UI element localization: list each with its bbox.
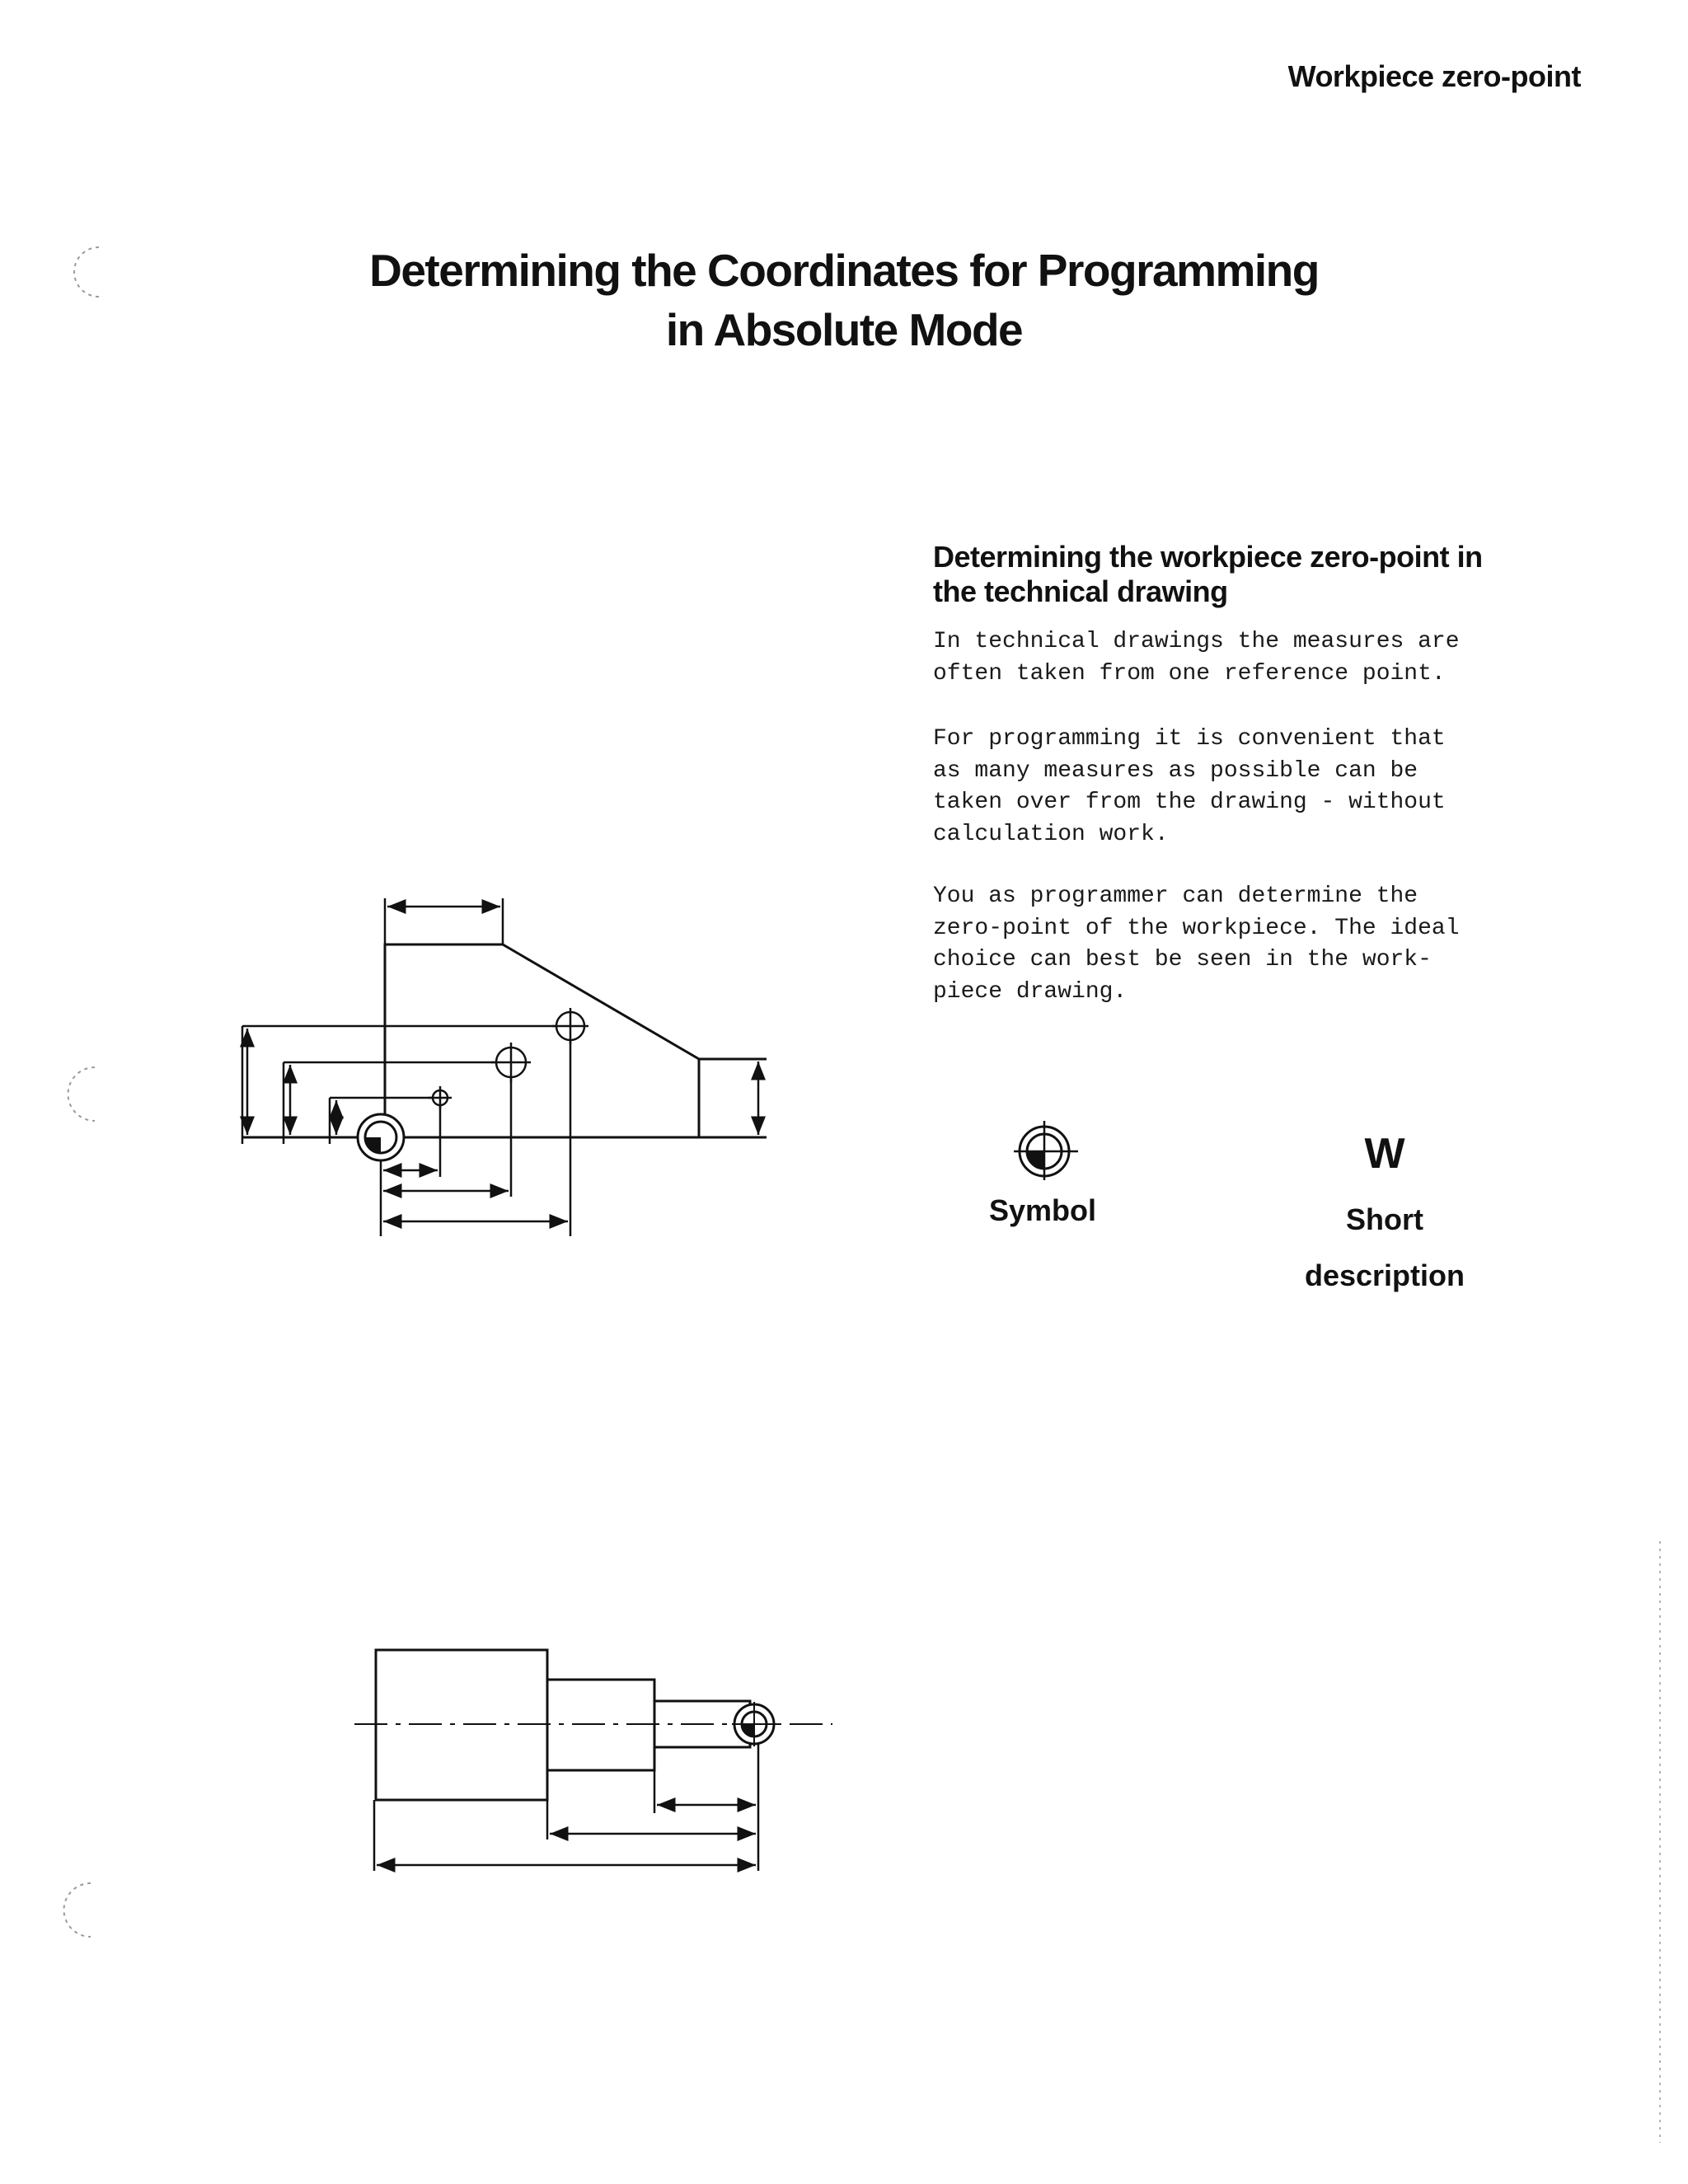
paragraph-line: You as programmer can determine the bbox=[933, 883, 1418, 909]
paragraph-reference-point bbox=[933, 626, 1559, 690]
paragraph-programmer-choice bbox=[933, 881, 1559, 1008]
running-header: Workpiece zero-point bbox=[1287, 59, 1581, 93]
page-title-line-1: Determining the Coordinates for Programming bbox=[369, 245, 1319, 296]
paragraph-line: zero-point of the workpiece. The ideal bbox=[933, 915, 1460, 941]
plate-zero-point-icon bbox=[358, 1114, 404, 1160]
paragraph-line: as many measures as possible can be bbox=[933, 757, 1418, 784]
page-title bbox=[0, 241, 1688, 359]
plate-technical-drawing bbox=[231, 882, 791, 1244]
workpiece-zero-point-icon bbox=[1007, 1114, 1081, 1188]
paragraph-line: often taken from one reference point. bbox=[933, 660, 1446, 687]
binder-hole-mark bbox=[68, 1067, 96, 1121]
paragraph-line: For programming it is convenient that bbox=[933, 726, 1446, 752]
section-heading bbox=[933, 540, 1559, 609]
plate-outline bbox=[242, 944, 767, 1137]
paragraph-line: choice can best be seen in the work- bbox=[933, 947, 1432, 972]
paragraph-line: taken over from the drawing - without bbox=[933, 790, 1446, 815]
page-title-line-2: in Absolute Mode bbox=[665, 304, 1023, 355]
paragraph-line: piece drawing. bbox=[933, 978, 1128, 1005]
shaft-zero-point-icon bbox=[732, 1702, 776, 1746]
section-heading-line-1: Determining the workpiece zero-point in bbox=[933, 540, 1483, 574]
section-heading-line-2: the technical drawing bbox=[933, 574, 1228, 608]
paragraph-line: In technical drawings the measures are bbox=[933, 629, 1460, 654]
paragraph-programming-convenience bbox=[933, 724, 1559, 851]
short-label-line-1: Short bbox=[1346, 1202, 1423, 1236]
short-description-letter: W bbox=[1364, 1130, 1405, 1178]
shaft-dimension-arrows bbox=[377, 1805, 756, 1865]
plate-extension-lines bbox=[242, 898, 577, 1236]
short-label-line-2: description bbox=[1304, 1258, 1465, 1292]
symbol-label: Symbol bbox=[988, 1193, 1097, 1227]
binder-hole-mark bbox=[64, 1883, 91, 1937]
paragraph-line: calculation work. bbox=[933, 821, 1169, 847]
short-description-label bbox=[1261, 1192, 1508, 1304]
shaft-technical-drawing bbox=[338, 1632, 849, 1879]
